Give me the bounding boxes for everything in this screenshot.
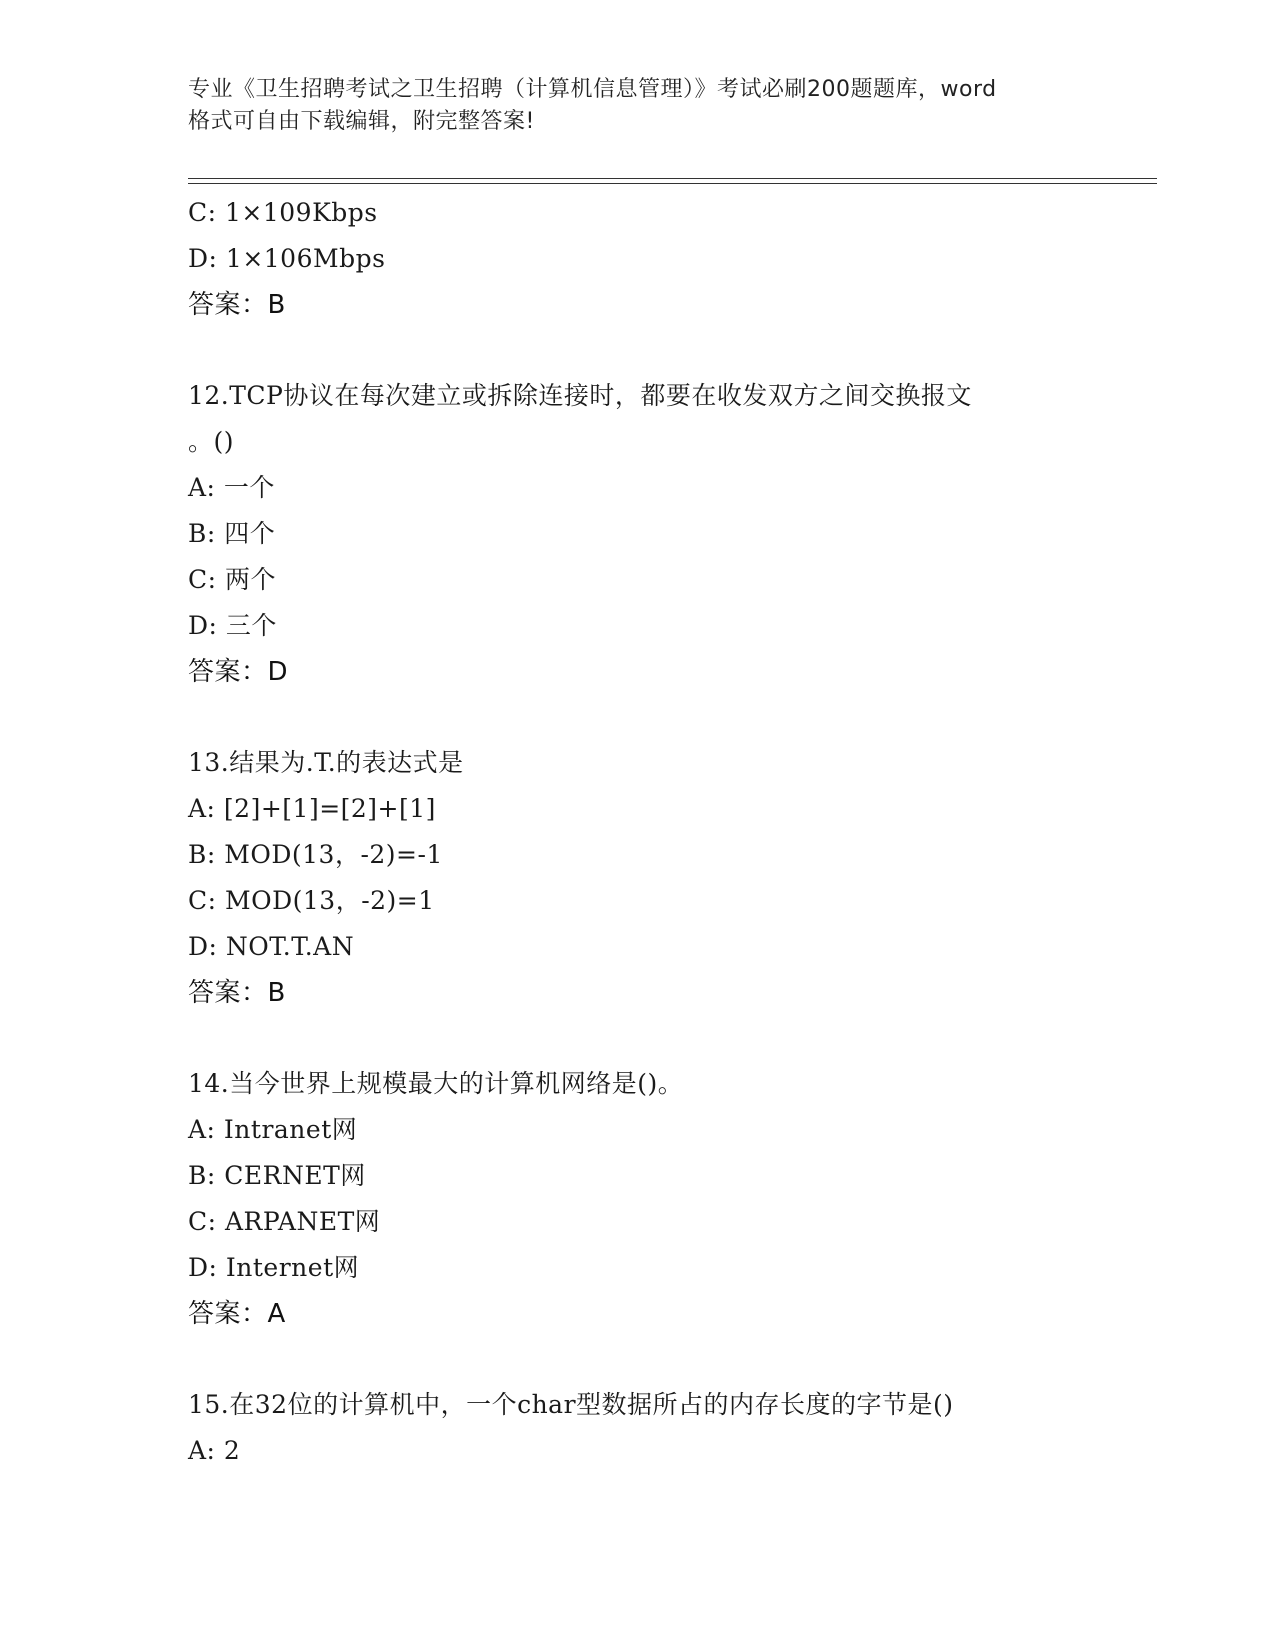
spacer bbox=[188, 1016, 1088, 1061]
option-c: C: ARPANET网 bbox=[188, 1207, 381, 1236]
option-c: C: 两个 bbox=[188, 565, 276, 594]
question-12 bbox=[188, 373, 1088, 695]
spacer bbox=[188, 1337, 1088, 1382]
answer-line: 答案：A bbox=[188, 1299, 286, 1329]
option-b: B: 四个 bbox=[188, 519, 276, 548]
header-divider-top bbox=[188, 178, 1157, 179]
option-d: D: 1×106Mbps bbox=[188, 244, 386, 273]
option-c: C: 1×109Kbps bbox=[188, 198, 378, 227]
option-a: A: 2 bbox=[188, 1436, 241, 1465]
option-d: D: NOT.T.AN bbox=[188, 932, 355, 961]
option-d: D: Internet网 bbox=[188, 1253, 360, 1282]
document-header bbox=[188, 74, 1088, 138]
question-14 bbox=[188, 1061, 1088, 1337]
answer-line: 答案：B bbox=[188, 978, 286, 1008]
option-a: A: Intranet网 bbox=[188, 1115, 358, 1144]
answer-line: 答案：B bbox=[188, 290, 286, 320]
question-stem: 13.结果为.T.的表达式是 bbox=[188, 748, 464, 777]
spacer bbox=[188, 695, 1088, 740]
option-c: C: MOD(13，-2)=1 bbox=[188, 886, 435, 915]
answer-line: 答案：D bbox=[188, 657, 289, 687]
header-line-2: 格式可自由下载编辑，附完整答案! bbox=[188, 109, 535, 134]
option-a: A: 一个 bbox=[188, 473, 275, 502]
question-stem: 15.在32位的计算机中，一个char型数据所占的内存长度的字节是() bbox=[188, 1390, 954, 1419]
question-13 bbox=[188, 740, 1088, 1016]
header-divider-bottom bbox=[188, 183, 1157, 184]
question-list bbox=[188, 190, 1088, 1474]
question-11-continuation bbox=[188, 190, 1088, 328]
option-a: A: [2]+[1]=[2]+[1] bbox=[188, 794, 436, 823]
question-stem: 14.当今世界上规模最大的计算机网络是()。 bbox=[188, 1069, 684, 1098]
option-d: D: 三个 bbox=[188, 611, 277, 640]
question-stem-continued: 。() bbox=[188, 427, 235, 456]
header-line-1: 专业《卫生招聘考试之卫生招聘（计算机信息管理）》考试必刷200题题库，word bbox=[188, 77, 997, 102]
option-b: B: MOD(13，-2)=-1 bbox=[188, 840, 443, 869]
spacer bbox=[188, 328, 1088, 373]
option-b: B: CERNET网 bbox=[188, 1161, 366, 1190]
question-stem: 12.TCP协议在每次建立或拆除连接时，都要在收发双方之间交换报文 bbox=[188, 381, 972, 410]
question-15 bbox=[188, 1382, 1088, 1474]
